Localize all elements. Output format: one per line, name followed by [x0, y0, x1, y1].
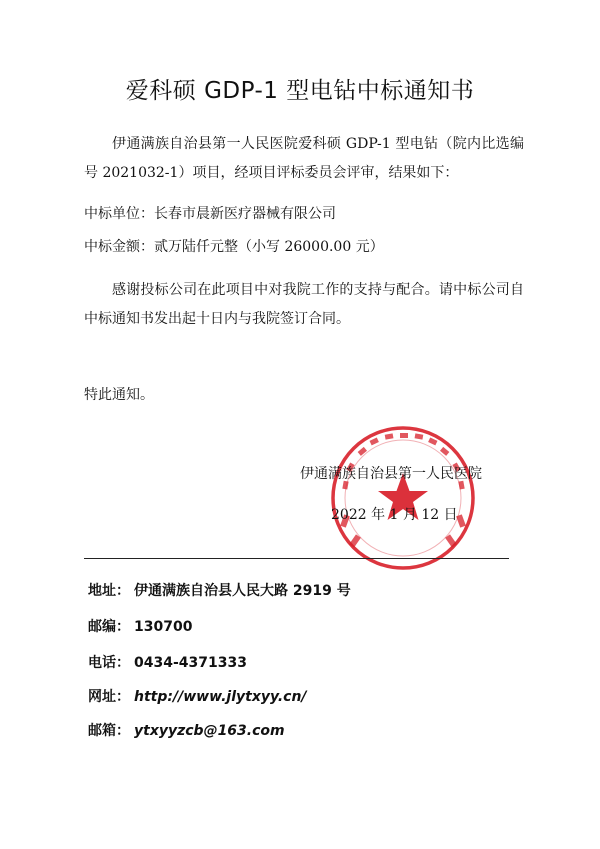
postcode-value: 130700 — [134, 619, 193, 635]
footer-address — [88, 580, 351, 600]
winner-value: 长春市晨新医疗器械有限公司 — [154, 206, 336, 222]
hospital-seal-icon — [330, 425, 476, 571]
intro-paragraph: 伊通满族自治县第一人民医院爱科硕 GDP-1 型电钻（院内比选编号 2021032-1）项目，经项目评标委员会评审，结果如下： — [84, 136, 524, 181]
winner-line — [84, 200, 336, 229]
email-label: 邮箱： — [88, 723, 130, 739]
footer-divider — [84, 558, 509, 559]
amount-line — [84, 233, 384, 262]
winner-label: 中标单位： — [84, 206, 154, 222]
address-value: 伊通满族自治县人民大路 2919 号 — [134, 583, 351, 599]
footer-website — [88, 686, 307, 706]
website-label: 网址： — [88, 689, 130, 705]
phone-label: 电话： — [88, 655, 130, 671]
notice-text: 特此通知。 — [84, 387, 154, 403]
phone-value: 0434-4371333 — [134, 655, 247, 671]
footer-email — [88, 720, 285, 740]
amount-label: 中标金额： — [84, 239, 154, 255]
thanks-paragraph: 感谢投标公司在此项目中对我院工作的支持与配合。请中标公司自中标通知书发出起十日内与我院签订合同。 — [84, 282, 524, 327]
signature-date: 2022 年 1 月 12 日 — [331, 507, 458, 523]
amount-value: 贰万陆仟元整（小写 26000.00 元） — [154, 239, 384, 255]
email-link[interactable]: ytxyyzcb@163.com — [134, 723, 285, 739]
website-link[interactable]: http://www.jlytxyy.cn/ — [134, 689, 307, 705]
address-label: 地址： — [88, 583, 130, 599]
postcode-label: 邮编： — [88, 619, 130, 635]
document-title: 爱科硕 GDP-1 型电钻中标通知书 — [125, 78, 475, 104]
footer-phone — [88, 652, 247, 672]
footer-postcode — [88, 616, 192, 636]
signature-organization: 伊通满族自治县第一人民医院 — [300, 466, 482, 482]
